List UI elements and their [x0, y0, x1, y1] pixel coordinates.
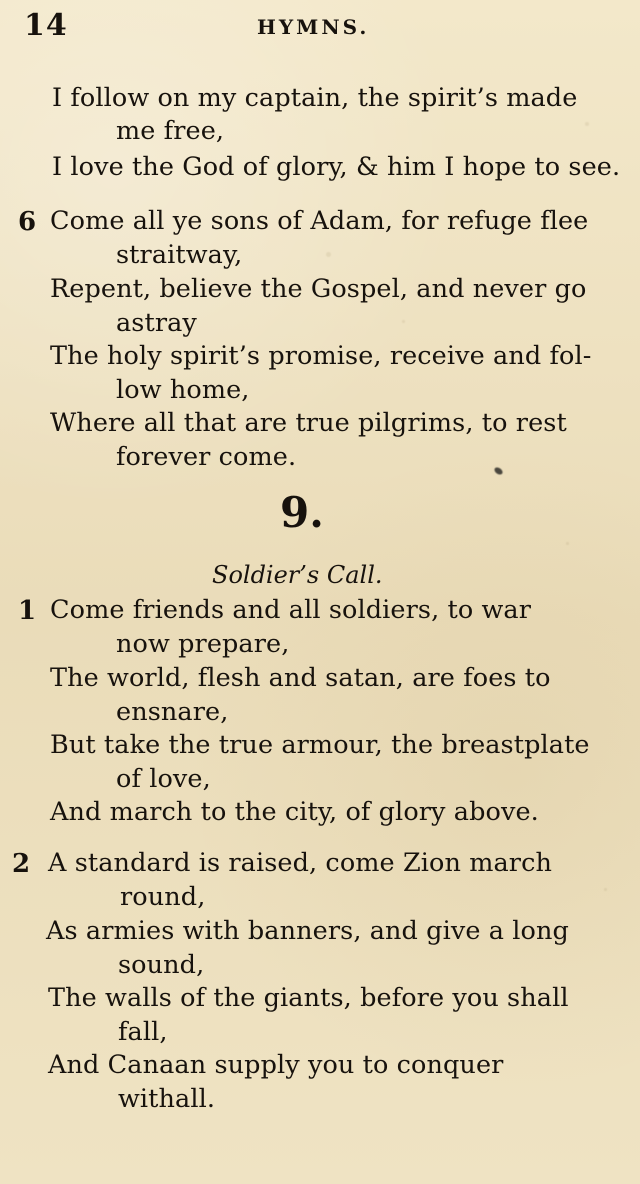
verse-number: 6 [18, 207, 37, 237]
running-head-title: HYMNS. [257, 15, 370, 39]
page-stain [604, 888, 607, 891]
page-number: 14 [24, 8, 68, 43]
hymn-line: sound, [118, 950, 205, 980]
hymn-line: round, [120, 882, 206, 912]
hymn-line: Where all that are true pilgrims, to rest [50, 408, 567, 438]
hymn-line: low home, [116, 375, 250, 405]
page-stain [326, 252, 331, 257]
page-stain [402, 320, 405, 323]
hymn-line: The world, flesh and satan, are foes to [50, 663, 551, 693]
hymn-line: I follow on my captain, the spirit’s made [52, 83, 578, 113]
page-stain [566, 542, 569, 545]
hymn-line: As armies with banners, and give a long [46, 916, 569, 946]
hymn-line: A standard is raised, come Zion march [48, 848, 552, 878]
hymn-line: Come friends and all soldiers, to war [50, 595, 532, 625]
hymn-line: But take the true armour, the breastplate [50, 730, 590, 760]
ink-mark [493, 466, 504, 476]
hymn-line: The walls of the giants, before you shall [48, 983, 569, 1013]
hymn-line: me free, [116, 116, 225, 146]
hymn-line: Come all ye sons of Adam, for refuge flee [50, 206, 589, 236]
page-stain [585, 122, 589, 126]
verse-number: 2 [12, 849, 31, 879]
hymn-line: withall. [118, 1084, 216, 1114]
hymn-line: I love the God of glory, & him I hope to see. [52, 152, 621, 182]
running-head [0, 8, 640, 48]
hymn-line: fall, [118, 1017, 168, 1047]
hymn-line: forever come. [116, 442, 297, 472]
hymn-line: The holy spirit’s promise, receive and fol- [50, 341, 592, 371]
hymn-title: Soldier’s Call. [212, 561, 383, 589]
verse-number: 1 [18, 596, 37, 626]
hymn-number: 9. [280, 488, 324, 537]
hymn-line: straitway, [116, 240, 243, 270]
hymn-line: Repent, believe the Gospel, and never go [50, 274, 587, 304]
hymn-line: ensnare, [116, 697, 229, 727]
hymn-line: And march to the city, of glory above. [50, 797, 539, 827]
hymn-line: of love, [116, 764, 211, 794]
hymn-line: now prepare, [116, 629, 290, 659]
hymn-line: astray [116, 308, 197, 338]
hymn-line: And Canaan supply you to conquer [48, 1050, 504, 1080]
